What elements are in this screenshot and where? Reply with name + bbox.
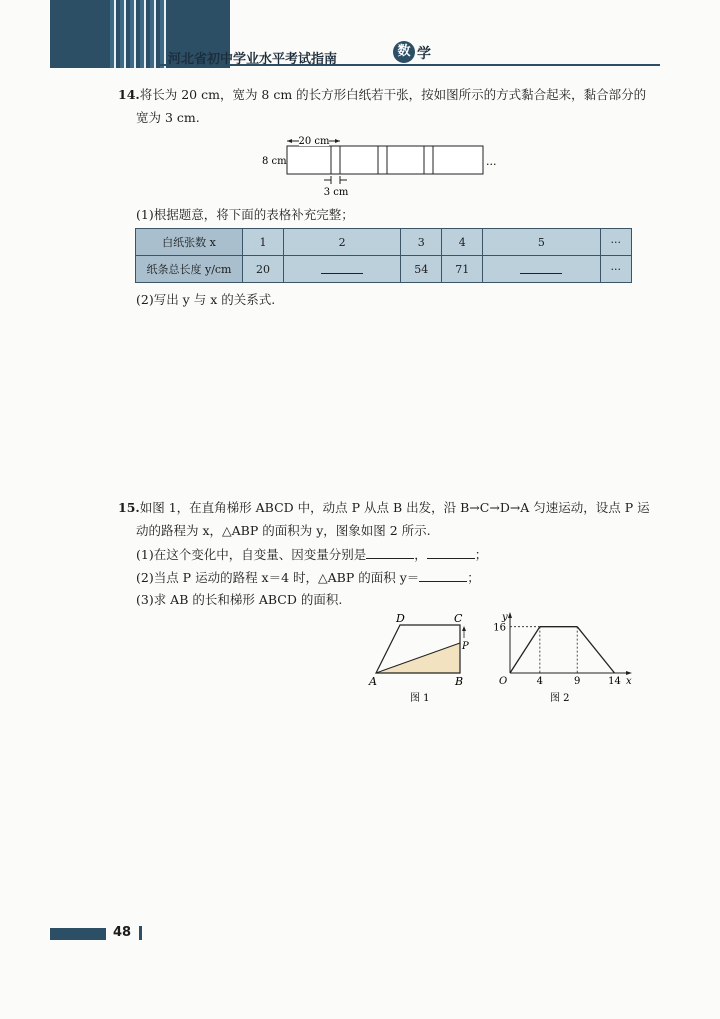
table-row-header: 纸条总长度 y/cm: [136, 256, 243, 283]
q14-strip-figure: [260, 132, 510, 202]
arrowhead: [287, 139, 292, 143]
answer-blank[interactable]: [419, 569, 467, 582]
q15-sub1: [136, 546, 487, 563]
label-p: P: [462, 641, 469, 652]
footer-bar: [50, 928, 106, 940]
q14-sub2: (2)写出 y 与 x 的关系式.: [136, 292, 276, 307]
q15-text1: 如图 1，在直角梯形 ABCD 中，动点 P 从点 B 出发，沿 B→C→D→A 匀速运动，设点 P 运: [139, 500, 650, 515]
subject-icon: 数: [393, 41, 415, 63]
q15-line2: 动的路程为 x，△ABP 的面积为 y，图象如图 2 所示.: [136, 523, 431, 538]
table-row-header: 白纸张数 x: [136, 229, 243, 256]
length-label: 20 cm: [298, 136, 330, 147]
answer-blank[interactable]: [427, 546, 475, 559]
table-cell: 5: [483, 229, 600, 256]
x-tick-label: 9: [574, 676, 581, 687]
label-b: B: [455, 675, 464, 688]
answer-blank[interactable]: [321, 261, 363, 274]
fig2-caption: 图 2: [550, 693, 570, 704]
q15-sub1-text: (1)在这个变化中，自变量、因变量分别是: [136, 547, 367, 562]
q14-sub1: (1)根据题意，将下面的表格补充完整；: [136, 207, 354, 222]
series-segment: [577, 627, 614, 673]
q15-number: 15.: [118, 500, 140, 515]
series-segment: [510, 627, 540, 673]
fig2-marks: [493, 623, 621, 687]
q14-number: 14.: [118, 87, 140, 102]
table-cell: 3: [401, 229, 442, 256]
strip-outline: [287, 146, 483, 174]
overlap-label: 3 cm: [323, 187, 349, 198]
origin-label: O: [499, 676, 508, 687]
table-cell-blank[interactable]: [283, 256, 400, 283]
x-axis-label: x: [626, 676, 632, 687]
strip-ellipsis: ...: [486, 155, 497, 168]
q15-sub2-end: ；: [467, 570, 480, 585]
q15-fig2-graph: [490, 608, 640, 708]
y-tick-label: 16: [493, 622, 506, 634]
x-tick-label: 14: [608, 676, 621, 687]
q15-sub3: (3)求 AB 的长和梯形 ABCD 的面积.: [136, 592, 343, 607]
x-tick-label: 4: [536, 676, 544, 687]
label-a: A: [369, 675, 377, 688]
table-cell: 1: [243, 229, 284, 256]
table-cell: 71: [442, 256, 483, 283]
table-row: [136, 256, 632, 283]
q14-line1: [118, 87, 646, 103]
table-cell: 2: [283, 229, 400, 256]
y-axis-label: y: [502, 612, 508, 623]
x-axis-arrow: [626, 671, 632, 675]
y-axis-arrow: [508, 612, 512, 618]
q15-fig1: [364, 608, 484, 708]
header-stripes: [110, 0, 170, 68]
arrowhead: [335, 139, 340, 143]
fig1-caption: 图 1: [410, 693, 430, 704]
q15-sub1-end: ；: [474, 547, 488, 562]
q15-line1: [118, 500, 650, 516]
table-cell: 4: [442, 229, 483, 256]
q15-sub1-sep: ，: [414, 547, 427, 562]
label-c: C: [454, 612, 463, 625]
answer-blank[interactable]: [366, 546, 414, 559]
answer-blank[interactable]: [520, 261, 562, 274]
table-cell-blank[interactable]: [483, 256, 600, 283]
book-title: 河北省初中学业水平考试指南: [168, 52, 338, 67]
width-label: 8 cm: [262, 156, 287, 167]
table-cell: ···: [600, 229, 631, 256]
page-number: 48: [113, 925, 132, 940]
table-cell: ···: [600, 256, 631, 283]
q14-table: [135, 228, 632, 283]
table-row: [136, 229, 632, 256]
footer-bar-tick: [139, 926, 142, 940]
q15-sub2: [136, 569, 480, 586]
table-cell: 20: [243, 256, 284, 283]
arrowhead: [462, 626, 466, 631]
q14-text1: 将长为 20 cm，宽为 8 cm 的长方形白纸若干张，按如图所示的方式黏合起来，黏合部分的: [139, 87, 647, 102]
q14-line2: 宽为 3 cm.: [136, 110, 200, 125]
label-d: D: [396, 612, 405, 625]
subject-label: 学: [417, 46, 431, 62]
q15-sub2-text: (2)当点 P 运动的路程 x＝4 时，△ABP 的面积 y＝: [136, 570, 420, 585]
table-cell: 54: [401, 256, 442, 283]
